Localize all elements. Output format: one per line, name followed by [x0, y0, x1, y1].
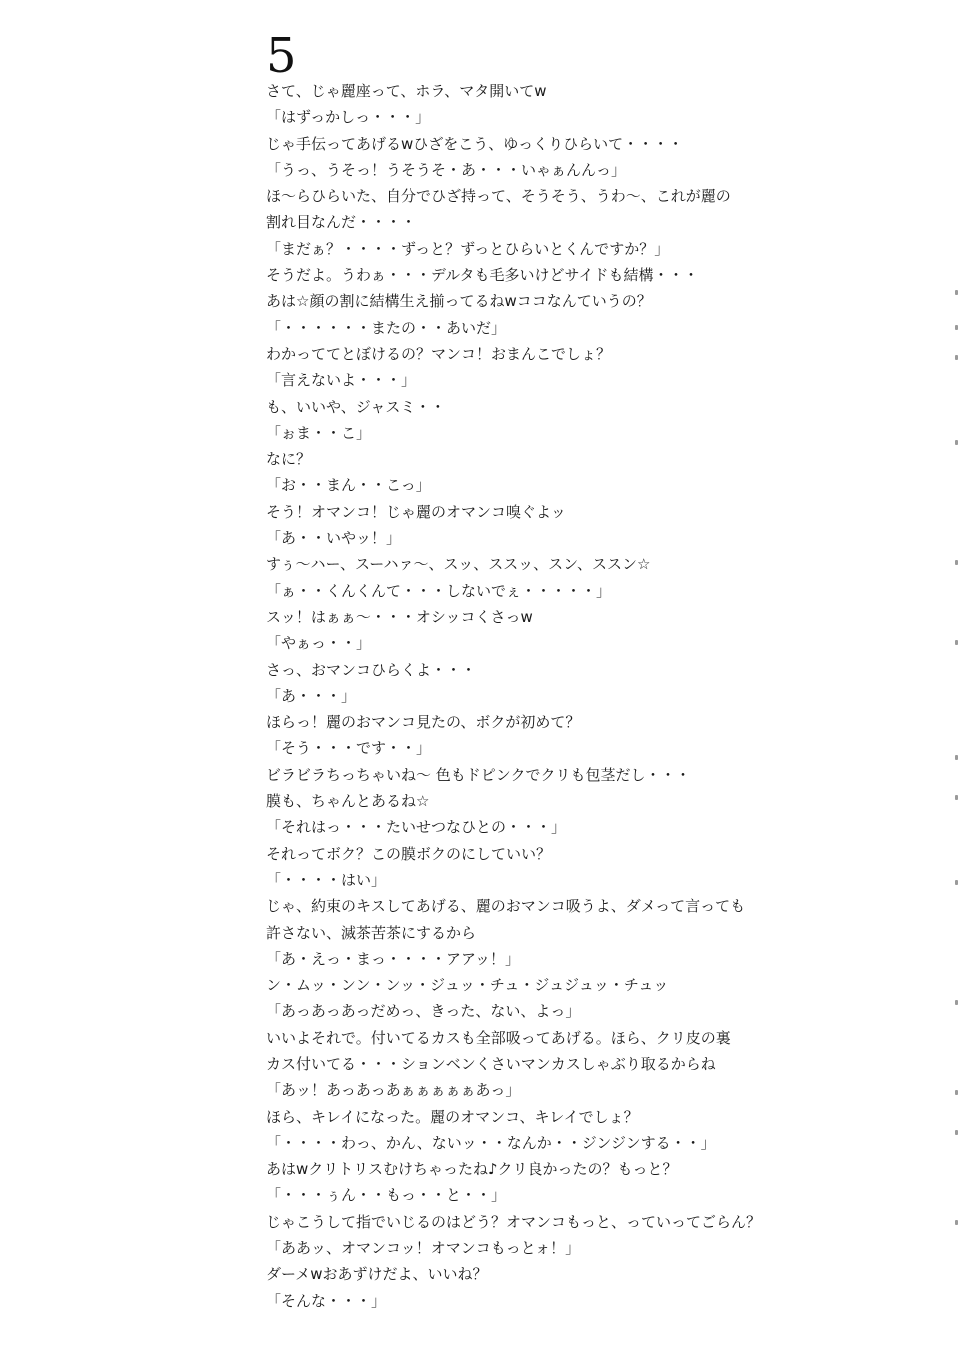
text-line: それってボク？この膜ボクのにしていい？ [266, 844, 552, 863]
scan-mark [955, 1000, 958, 1005]
text-line: さっ、おマンコひらくよ・・・ [266, 660, 477, 679]
text-line: いいよそれで。付いてるカスも全部吸ってあげる。ほら、クリ皮の裏 [266, 1028, 731, 1047]
text-line: 「やぁっ・・」 [266, 634, 372, 653]
scan-mark [955, 755, 958, 760]
text-line: ビラビラちっちゃいね～ 色もドピンクでクリも包茎だし・・・ [266, 765, 691, 784]
text-line: 「そう・・・です・・」 [266, 739, 432, 758]
text-line: そうだよ。うわぁ・・・デルタも毛多いけどサイドも結構・・・ [266, 266, 699, 285]
scan-mark [955, 440, 958, 445]
text-line: 「・・・・はい」 [266, 870, 387, 889]
text-line: 「あッ！あっあっあぁぁぁぁぁあっ」 [266, 1081, 521, 1100]
text-line: ダーメwおあずけだよ、いいね？ [266, 1265, 488, 1284]
scan-mark [955, 290, 958, 295]
text-line: カス付いてる・・・ションベンくさいマンカスしゃぶり取るからね [266, 1054, 716, 1073]
text-line: 「・・・・・・またの・・あいだ」 [266, 318, 507, 337]
text-line: 「うっ、うそっ！うそうそ・あ・・・いゃぁんんっ」 [266, 160, 627, 179]
text-line: じゃ、約束のキスしてあげる、麗のおマンコ吸うよ、ダメって言っても [266, 897, 746, 916]
text-line: じゃ手伝ってあげるwひざをこう、ゆっくりひらいて・・・・ [266, 134, 684, 153]
text-line: なに？ [266, 450, 312, 469]
text-line: 「あ・・いやッ！」 [266, 529, 402, 548]
scan-mark [955, 325, 958, 330]
text-line: さて、じゃ麗座って、ホラ、マタ開いてw [266, 82, 547, 100]
text-line: 「はずっかしっ・・・」 [266, 108, 431, 127]
text-line: 「そんな・・・」 [266, 1291, 387, 1310]
text-line: 「・・・・わっ、かん、ないッ・・なんか・・ジンジンする・・」 [266, 1133, 716, 1152]
scan-edge-marks [946, 0, 960, 1363]
text-line: 割れ目なんだ・・・・ [266, 213, 417, 232]
text-line: スッ！はぁぁ～・・・オシッコくさっw [266, 607, 533, 626]
text-lines [266, 78, 946, 1314]
scan-mark [955, 640, 958, 645]
scan-mark [955, 355, 958, 360]
text-line: ほらっ！麗のおマンコ見たの、ボクが初めて？ [266, 713, 581, 732]
text-line: も、いいや、ジャスミ・・ [266, 397, 446, 416]
text-line: 「・・・ぅん・・もっ・・と・・」 [266, 1186, 507, 1205]
text-line: わかっててとぼけるの？マンコ！おまんこでしょ？ [266, 344, 612, 363]
text-line: 「ぉま・・こ」 [266, 423, 372, 442]
text-line: じゃこうして指でいじるのはどう？オマンコもっと、っていってごらん？ [266, 1212, 762, 1231]
text-line: そう！オマンコ！じゃ麗のオマンコ嗅ぐよッ [266, 502, 566, 521]
chapter-number: 5 [266, 28, 297, 84]
text-line: 「まだぁ？・・・・ずっと？ずっとひらいとくんですか？」 [266, 239, 670, 258]
text-line: 「あ・えっ・まっ・・・・アアッ！」 [266, 949, 520, 968]
scan-mark [955, 1220, 958, 1225]
text-line: 「言えないよ・・・」 [266, 371, 417, 390]
scan-mark [955, 795, 958, 800]
text-line: 膜も、ちゃんとあるね☆ [266, 792, 430, 811]
text-line: 「お・・まん・・こっ」 [266, 476, 431, 495]
text-line: ほら、キレイになった。麗のオマンコ、キレイでしょ？ [266, 1107, 639, 1126]
text-line: ン・ムッ・ンン・ンッ・ジュッ・チュ・ジュジュッ・チュッ [266, 976, 669, 995]
text-line: あはwクリトリスむけちゃったね♪クリ良かったの？もっと？ [266, 1160, 678, 1179]
scan-mark [955, 1130, 958, 1135]
scan-mark [955, 880, 958, 885]
text-line: 「それはっ・・・たいせつなひとの・・・」 [266, 818, 567, 837]
text-line: 許さない、滅茶苦茶にするから [266, 923, 477, 942]
text-line: 「ぁ・・くんくんて・・・しないでぇ・・・・・」 [266, 581, 612, 600]
text-line: あは☆顔の割に結構生え揃ってるねwココなんていうの？ [266, 292, 652, 311]
text-line: すぅ～ハー、スーハァ～、スッ、ススッ、スン、ススン☆ [266, 555, 651, 574]
text-line: 「あ・・・」 [266, 686, 357, 705]
scan-mark [955, 1090, 958, 1095]
text-line: ほ～らひらいた、自分でひざ持って、そうそう、うわ～、これが麗の [266, 187, 731, 206]
scan-mark [955, 560, 958, 565]
text-line: 「ああッ、オマンコッ！オマンコもっとォ！」 [266, 1239, 581, 1258]
text-line: 「あっあっあっだめっ、きった、ない、よっ」 [266, 1002, 581, 1021]
